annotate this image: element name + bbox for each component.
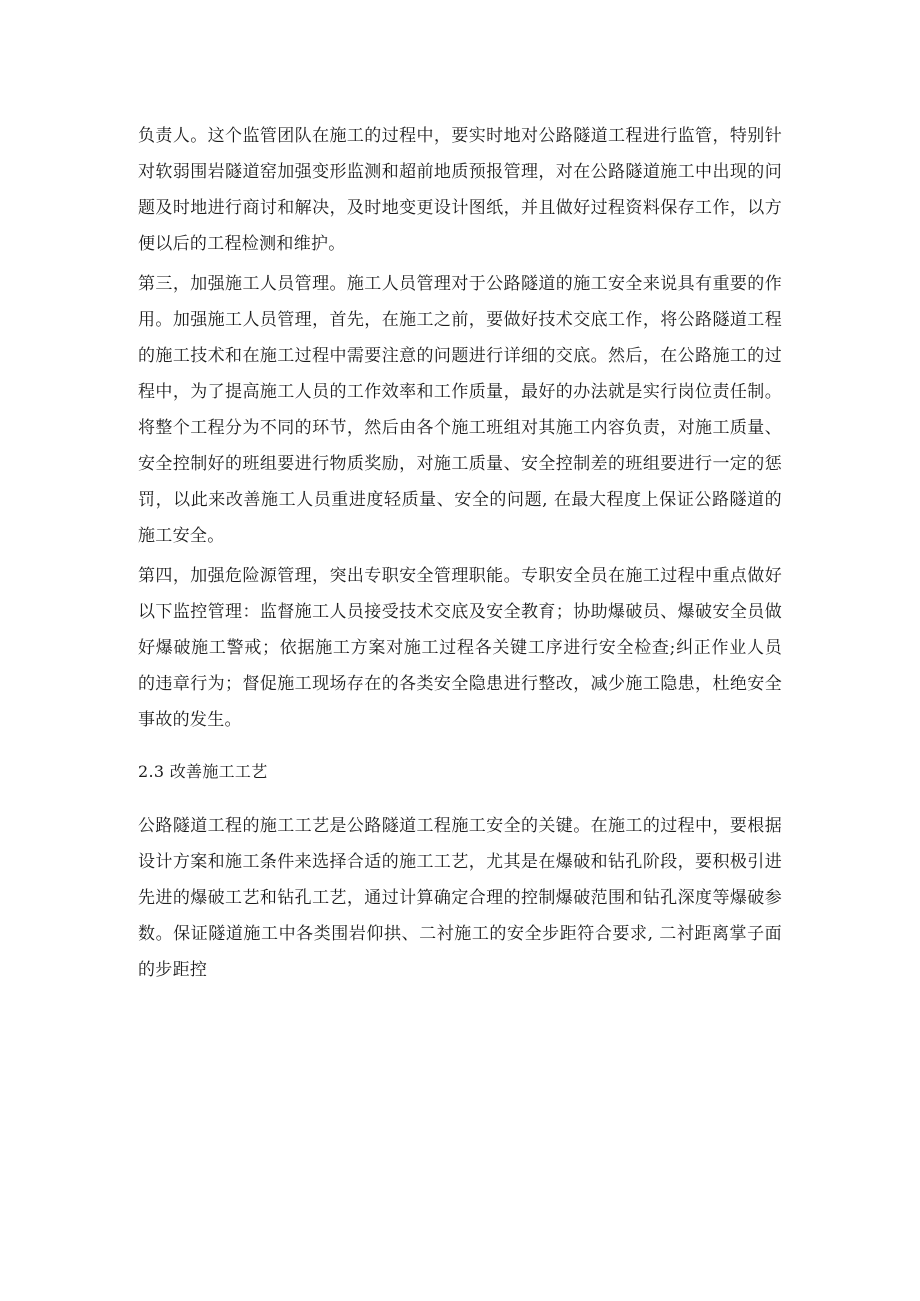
section-heading-construction-process: 2.3 改善施工工艺 (138, 762, 268, 781)
paragraph-construction-process: 公路隧道工程的施工工艺是公路隧道工程施工安全的关键。在施工的过程中，要根据设计方案和施工条件来选择合适的施工工艺，尤其是在爆破和钻孔阶段，要积极引进先进的爆破工艺和钻孔工艺，通过计算确定合理的控制爆破范围和钻孔深度等爆破参数。保证隧道施工中各类围岩仰拱、二衬施工的安全步距符合要求, 二衬距离掌子面的步距控 (138, 816, 782, 980)
paragraph-supervision-team: 负责人。这个监管团队在施工的过程中，要实时地对公路隧道工程进行监管，特别针对软弱围岩隧道窑加强变形监测和超前地质预报管理，对在公路隧道施工中出现的问题及时地进行商讨和解决，及时地变更设计图纸，并且做好过程资料保存工作，以方便以后的工程检测和维护。 (138, 126, 782, 254)
paragraph-personnel-management: 第三，加强施工人员管理。施工人员管理对于公路隧道的施工安全来说具有重要的作用。加强施工人员管理，首先，在施工之前，要做好技术交底工作，将公路隧道工程的施工技术和在施工过程中需要注意的问题进行详细的交底。然后，在公路施工的过程中，为了提高施工人员的工作效率和工作质量，最好的办法就是实行岗位责任制。将整个工程分为不同的环节，然后由各个施工班组对其施工内容负责，对施工质量、安全控制好的班组要进行物质奖励，对施工质量、安全控制差的班组要进行一定的惩罚，以此来改善施工人员重进度轻质量、安全的问题, 在最大程度上保证公路隧道的施工安全。 (138, 274, 782, 546)
paragraph-hazard-management: 第四，加强危险源管理，突出专职安全管理职能。专职安全员在施工过程中重点做好以下监控管理：监督施工人员接受技术交底及安全教育；协助爆破员、爆破安全员做好爆破施工警戒；依据施工方案对施工过程各关键工序进行安全检查;纠正作业人员的违章行为；督促施工现场存在的各类安全隐患进行整改，减少施工隐患，杜绝安全事故的发生。 (138, 566, 782, 730)
